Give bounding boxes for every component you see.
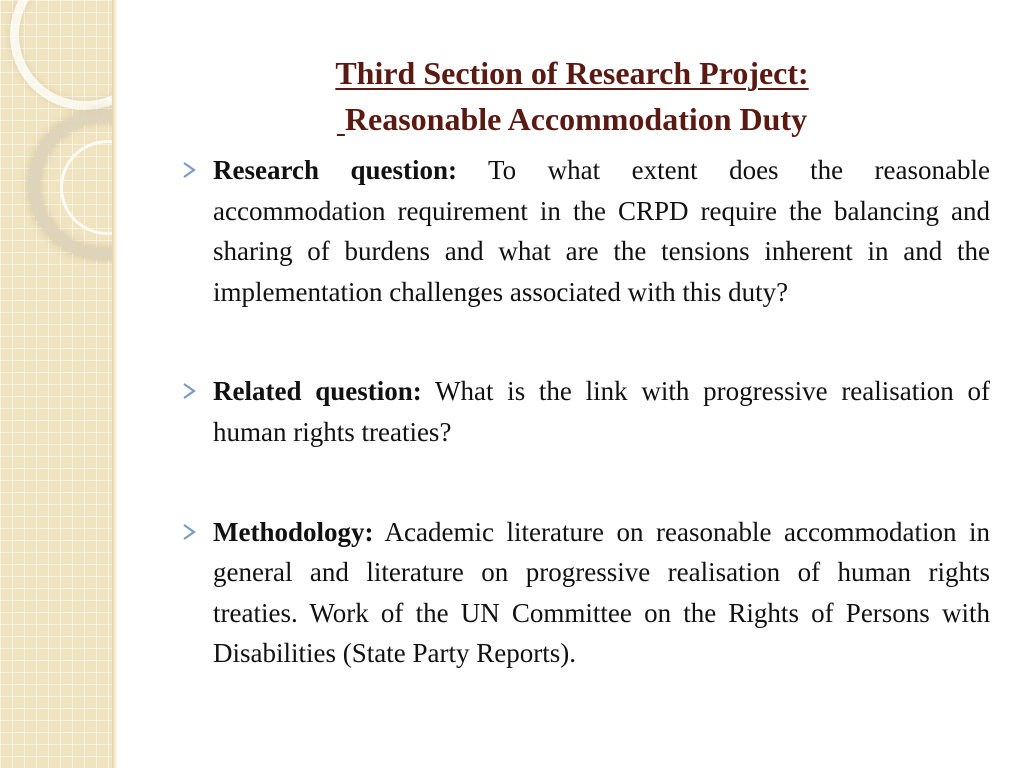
bullet-research-question: [182, 150, 990, 312]
bullet-text: Academic literature on reasonable accommodation in general and literature on progressive realisation of human rights treaties. Work of the UN Committee on the Rights of Persons with Disabilities (State Party Reports).: [213, 516, 990, 669]
bullet-lead: Methodology:: [213, 516, 374, 547]
side-panel-edge: [112, 0, 118, 768]
bullet-related-question: [182, 371, 990, 452]
bullet-text: To what extent does the reasonable accommodation requirement in the CRPD require the balancing and sharing of burdens and what are the tensions inherent in and the implementation challenges associated with this duty?: [213, 155, 990, 307]
title-line-1: Third Section of Research Project:: [335, 55, 809, 91]
bullet-list: [182, 150, 990, 674]
slide-title: [140, 50, 1004, 142]
title-line-2: Reasonable Accommodation Duty: [344, 101, 808, 137]
decorative-ring: [10, 0, 112, 110]
title-line-2-wrap: [140, 96, 1004, 142]
decorative-side-panel: [0, 0, 112, 768]
bullet-lead: Related question:: [213, 376, 422, 407]
bullet-lead: Research question:: [213, 155, 457, 185]
bullet-methodology: [182, 512, 990, 674]
bullet-text: What is the link with progressive realisation of human rights treaties?: [213, 376, 990, 447]
